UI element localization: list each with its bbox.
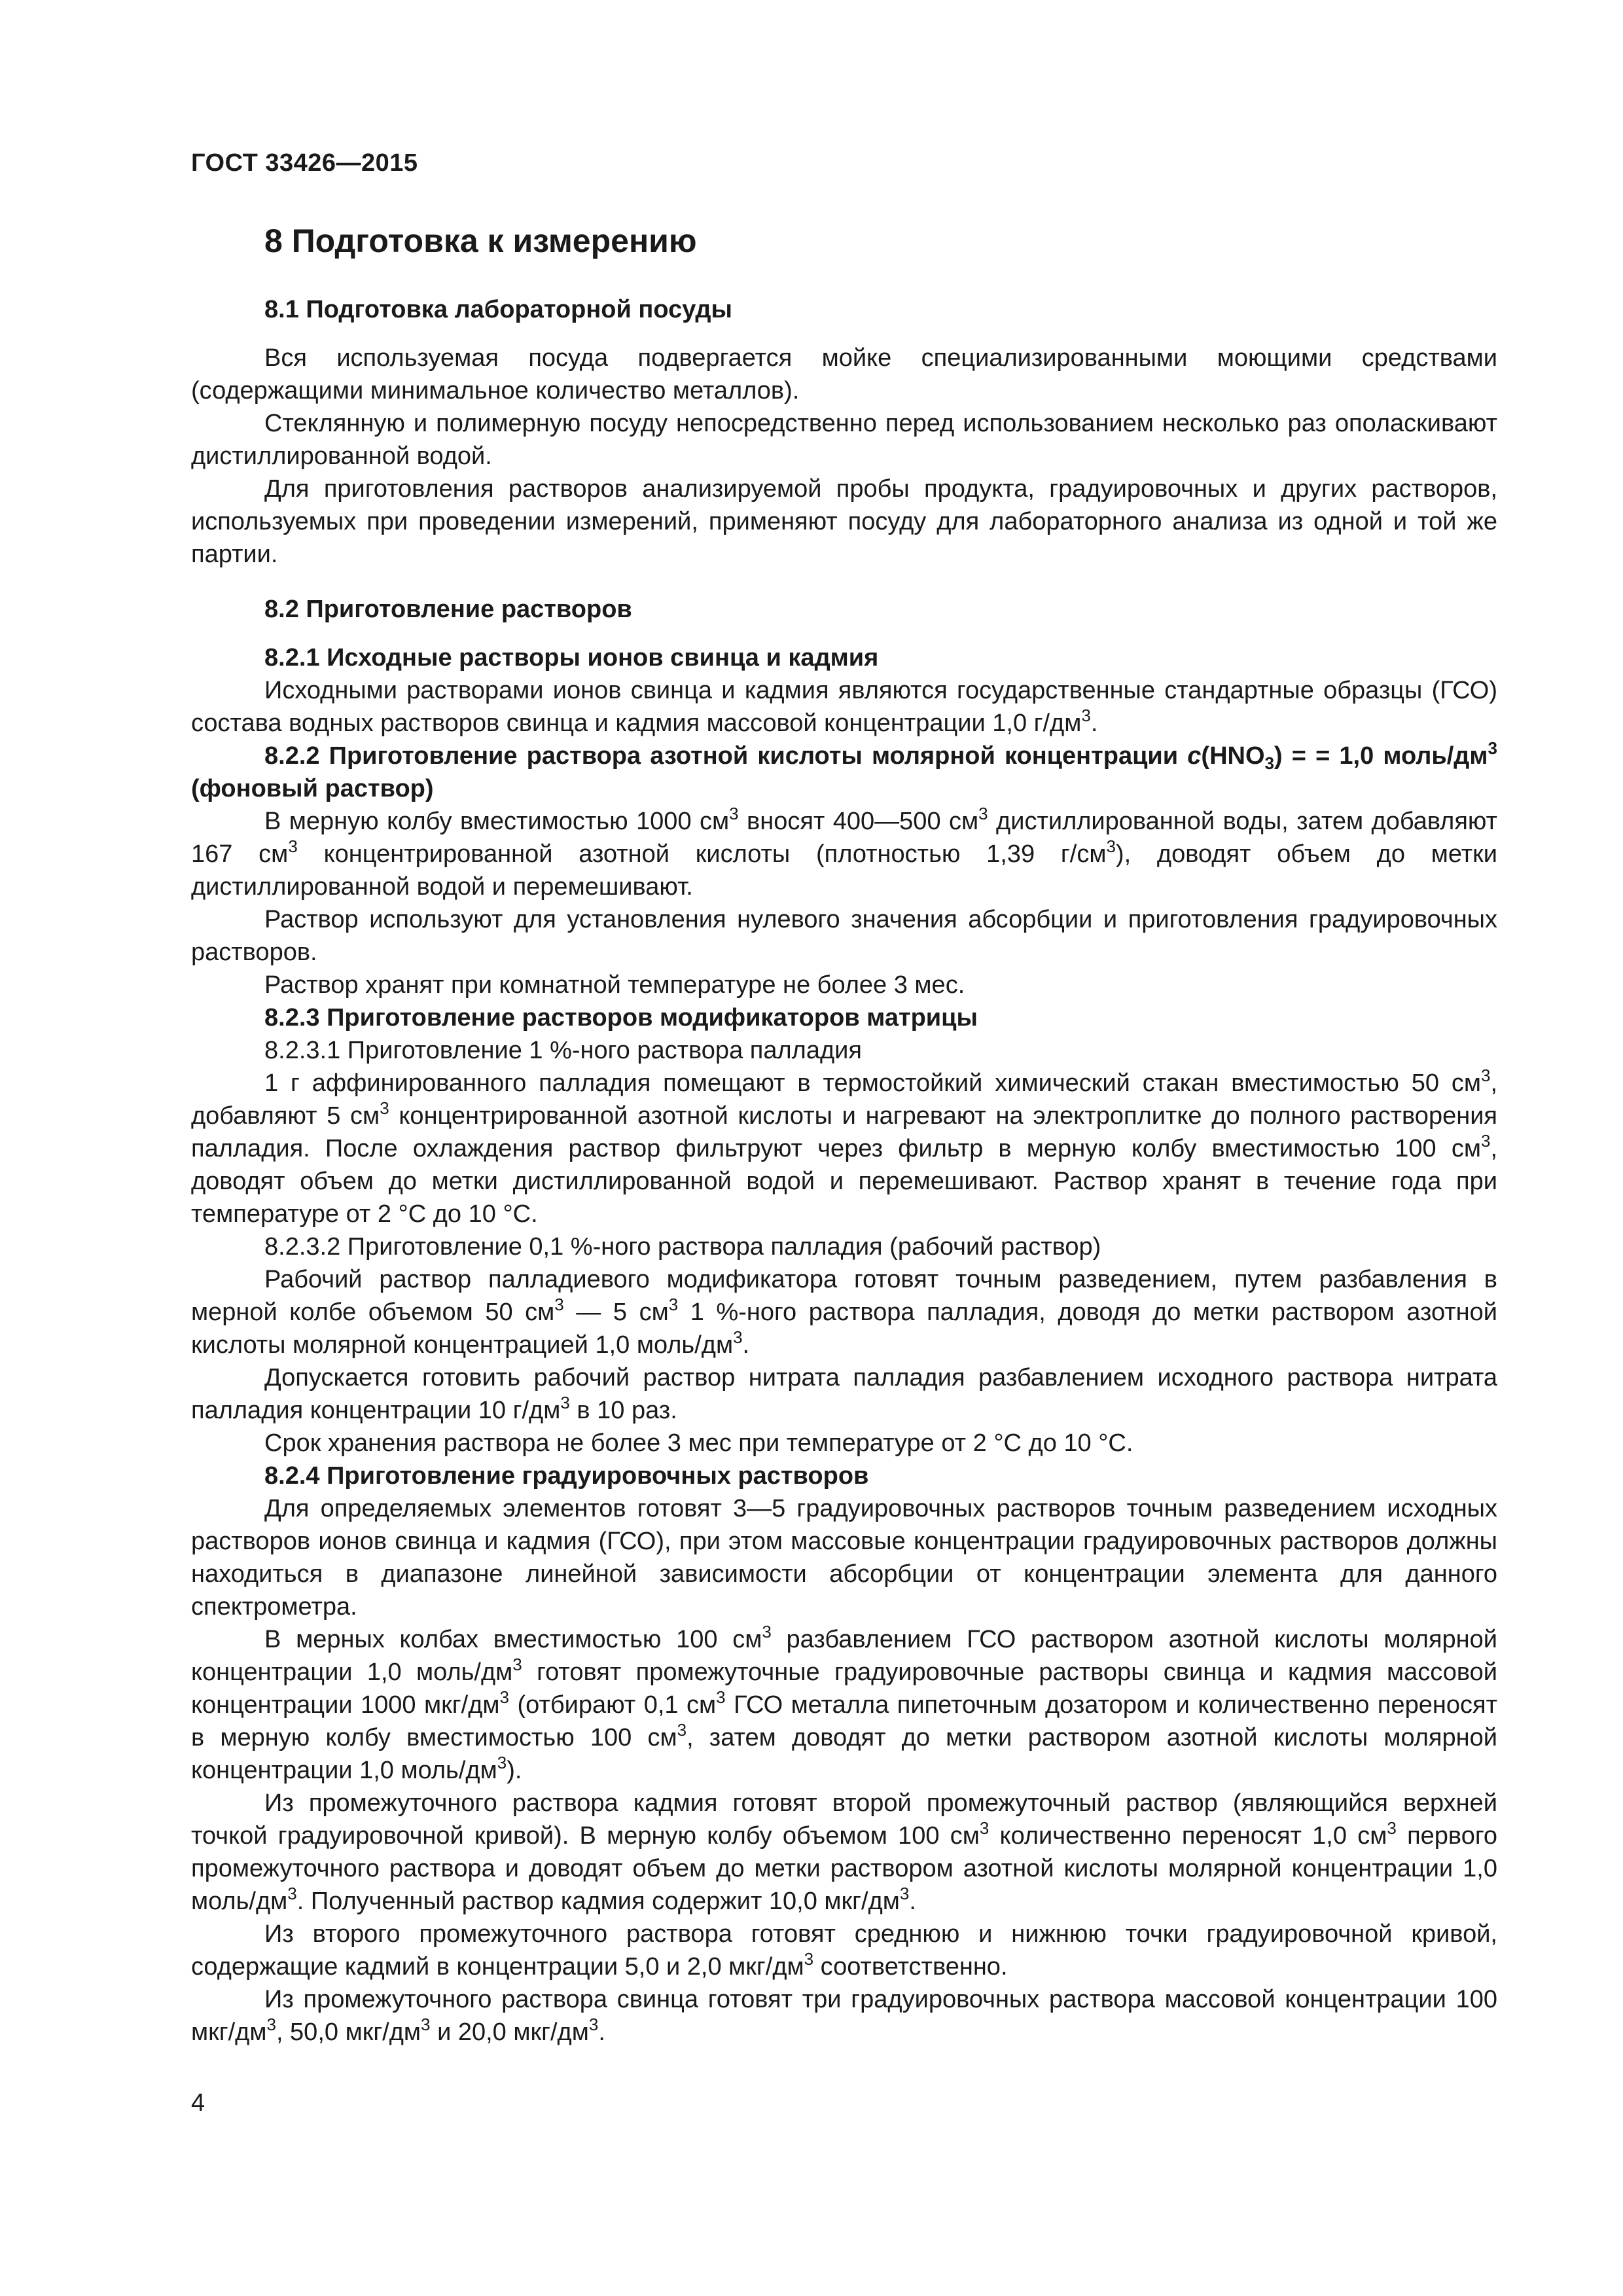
paragraph: Для приготовления растворов анализируемой пробы продукта, градуировочных и других растворов, используемых при проведении измерений, применяют посуду для лабораторного анализа из одной и той же партии. [191,475,1497,568]
section-title: 8 Подготовка к измерению [264,223,697,259]
subsection-8-2-3-1-title: 8.2.3.1 Приготовление 1 %-ного раствора палладия [264,1037,862,1064]
paragraph: Раствор используют для установления нулевого значения абсорбции и приготовления градуировочных растворов. [191,906,1497,966]
paragraph: Для определяемых элементов готовят 3—5 градуировочных растворов точным разведением исходных растворов ионов свинца и кадмия (ГСО), при этом массовые концентрации градуировочных растворов должны находиться в диапазоне линейной зависимости абсорбции от концентрации элемента для данного спектрометра. [191,1495,1497,1621]
paragraph: Из промежуточного раствора кадмия готовят второй промежуточный раствор (являющийся верхней точкой градуировочной кривой). В мерную колбу объемом 100 $см^3$ количественно переносят 1,0 $см^3$ первого промежуточного раствора и доводят объем до метки раствором азотной кислоты молярной концентрации 1,0 моль/$дм^3$. Полученный раствор кадмия содержит 10,0 мкг/$дм^3$. [191,1789,1497,1915]
subsection-8-2-4-title: 8.2.4 Приготовление градуировочных растворов [264,1462,869,1490]
page-number: 4 [191,2089,205,2117]
subsection-8-2-title: 8.2 Приготовление растворов [264,596,632,623]
paragraph: Из второго промежуточного раствора готовят среднюю и нижнюю точки градуировочной кривой, содержащие кадмий в концентрации 5,0 и 2,0 мкг/$дм^3$ соответственно. [191,1920,1497,1981]
subsection-8-2-3-2-title: 8.2.3.2 Приготовление 0,1 %-ного раствора палладия (рабочий раствор) [264,1233,1101,1261]
paragraph: Вся используемая посуда подвергается мойке специализированными моющими средствами (содержащими минимальное количество металлов). [191,344,1497,404]
paragraph: Из промежуточного раствора свинца готовят три градуировочных раствора массовой концентрации 100 мкг/$дм^3$, 50,0 мкг/$дм^3$ и 20,0 мкг/$дм^3$. [191,1986,1497,2046]
paragraph: В мерных колбах вместимостью 100 $см^3$ разбавлением ГСО раствором азотной кислоты молярной концентрации 1,0 моль/$дм^3$ готовят промежуточные градуировочные растворы свинца и кадмия массовой концентрации 1000 мкг/$дм^3$ (отбирают 0,1 $см^3$ ГСО металла пипеточным дозатором и количественно переносят в мерную колбу вместимостью 100 $см^3$, затем доводят до метки раствором азотной кислоты молярной концентрации 1,0 моль/$дм^3$). [191,1622,1498,1784]
paragraph: Допускается готовить рабочий раствор нитрата палладия разбавлением исходного раствора нитрата палладия концентрации 10 $г/дм^3$ в 10 раз. [191,1364,1497,1424]
subsection-8-1-title: 8.1 Подготовка лабораторной посуды [264,296,732,323]
paragraph: В мерную колбу вместимостью 1000 $см^3$ вносят 400—500 $см^3$ дистиллированной воды, затем добавляют 167 $см^3$ концентрированной азотной кислоты (плотностью 1,39 $г/см^3$), доводят объем до метки дистиллированной водой и перемешивают. [191,804,1497,901]
paragraph: 1 г аффинированного палладия помещают в термостойкий химический стакан вместимостью 50 $см^3$, добавляют 5 $см^3$ концентрированной азотной кислоты и нагревают на электроплитке до полного растворения палладия. После охлаждения раствор фильтруют через фильтр в мерную колбу вместимостью 100 $см^3$, доводят объем до метки дистиллированной водой и перемешивают. Раствор хранят в течение года при температуре от 2 °С до 10 °С. [191,1066,1497,1228]
paragraph: Стеклянную и полимерную посуду непосредственно перед использованием несколько раз ополаскивают дистиллированной водой. [191,410,1497,470]
subsection-8-2-1-title: 8.2.1 Исходные растворы ионов свинца и кадмия [264,644,879,672]
subsection-8-2-2-title: 8.2.2 Приготовление раствора азотной кислоты молярной концентрации $c(HNO_3)$ = = 1,0 моль/$дм^3$ (фоновый раствор) [191,738,1497,802]
paragraph: Исходными растворами ионов свинца и кадмия являются государственные стандартные образцы (ГСО) состава водных растворов свинца и кадмия массовой концентрации 1,0 $г/дм^3$. [191,677,1497,737]
paragraph: Рабочий раствор палладиевого модификатора готовят точным разведением, путем разбавления в мерной колбе объемом 50 $см^3$ — 5 $см^3$ 1 %-ного раствора палладия, доводя до метки раствором азотной кислоты молярной концентрацией 1,0 моль/$дм^3$. [191,1266,1497,1359]
paragraph: Раствор хранят при комнатной температуре не более 3 мес. [264,971,965,999]
page-content [191,221,1497,2049]
subsection-8-2-3-title: 8.2.3 Приготовление растворов модификаторов матрицы [264,1004,978,1031]
paragraph: Срок хранения раствора не более 3 мес при температуре от 2 °С до 10 °С. [264,1429,1133,1457]
document-header-standard: ГОСТ 33426—2015 [191,149,418,177]
